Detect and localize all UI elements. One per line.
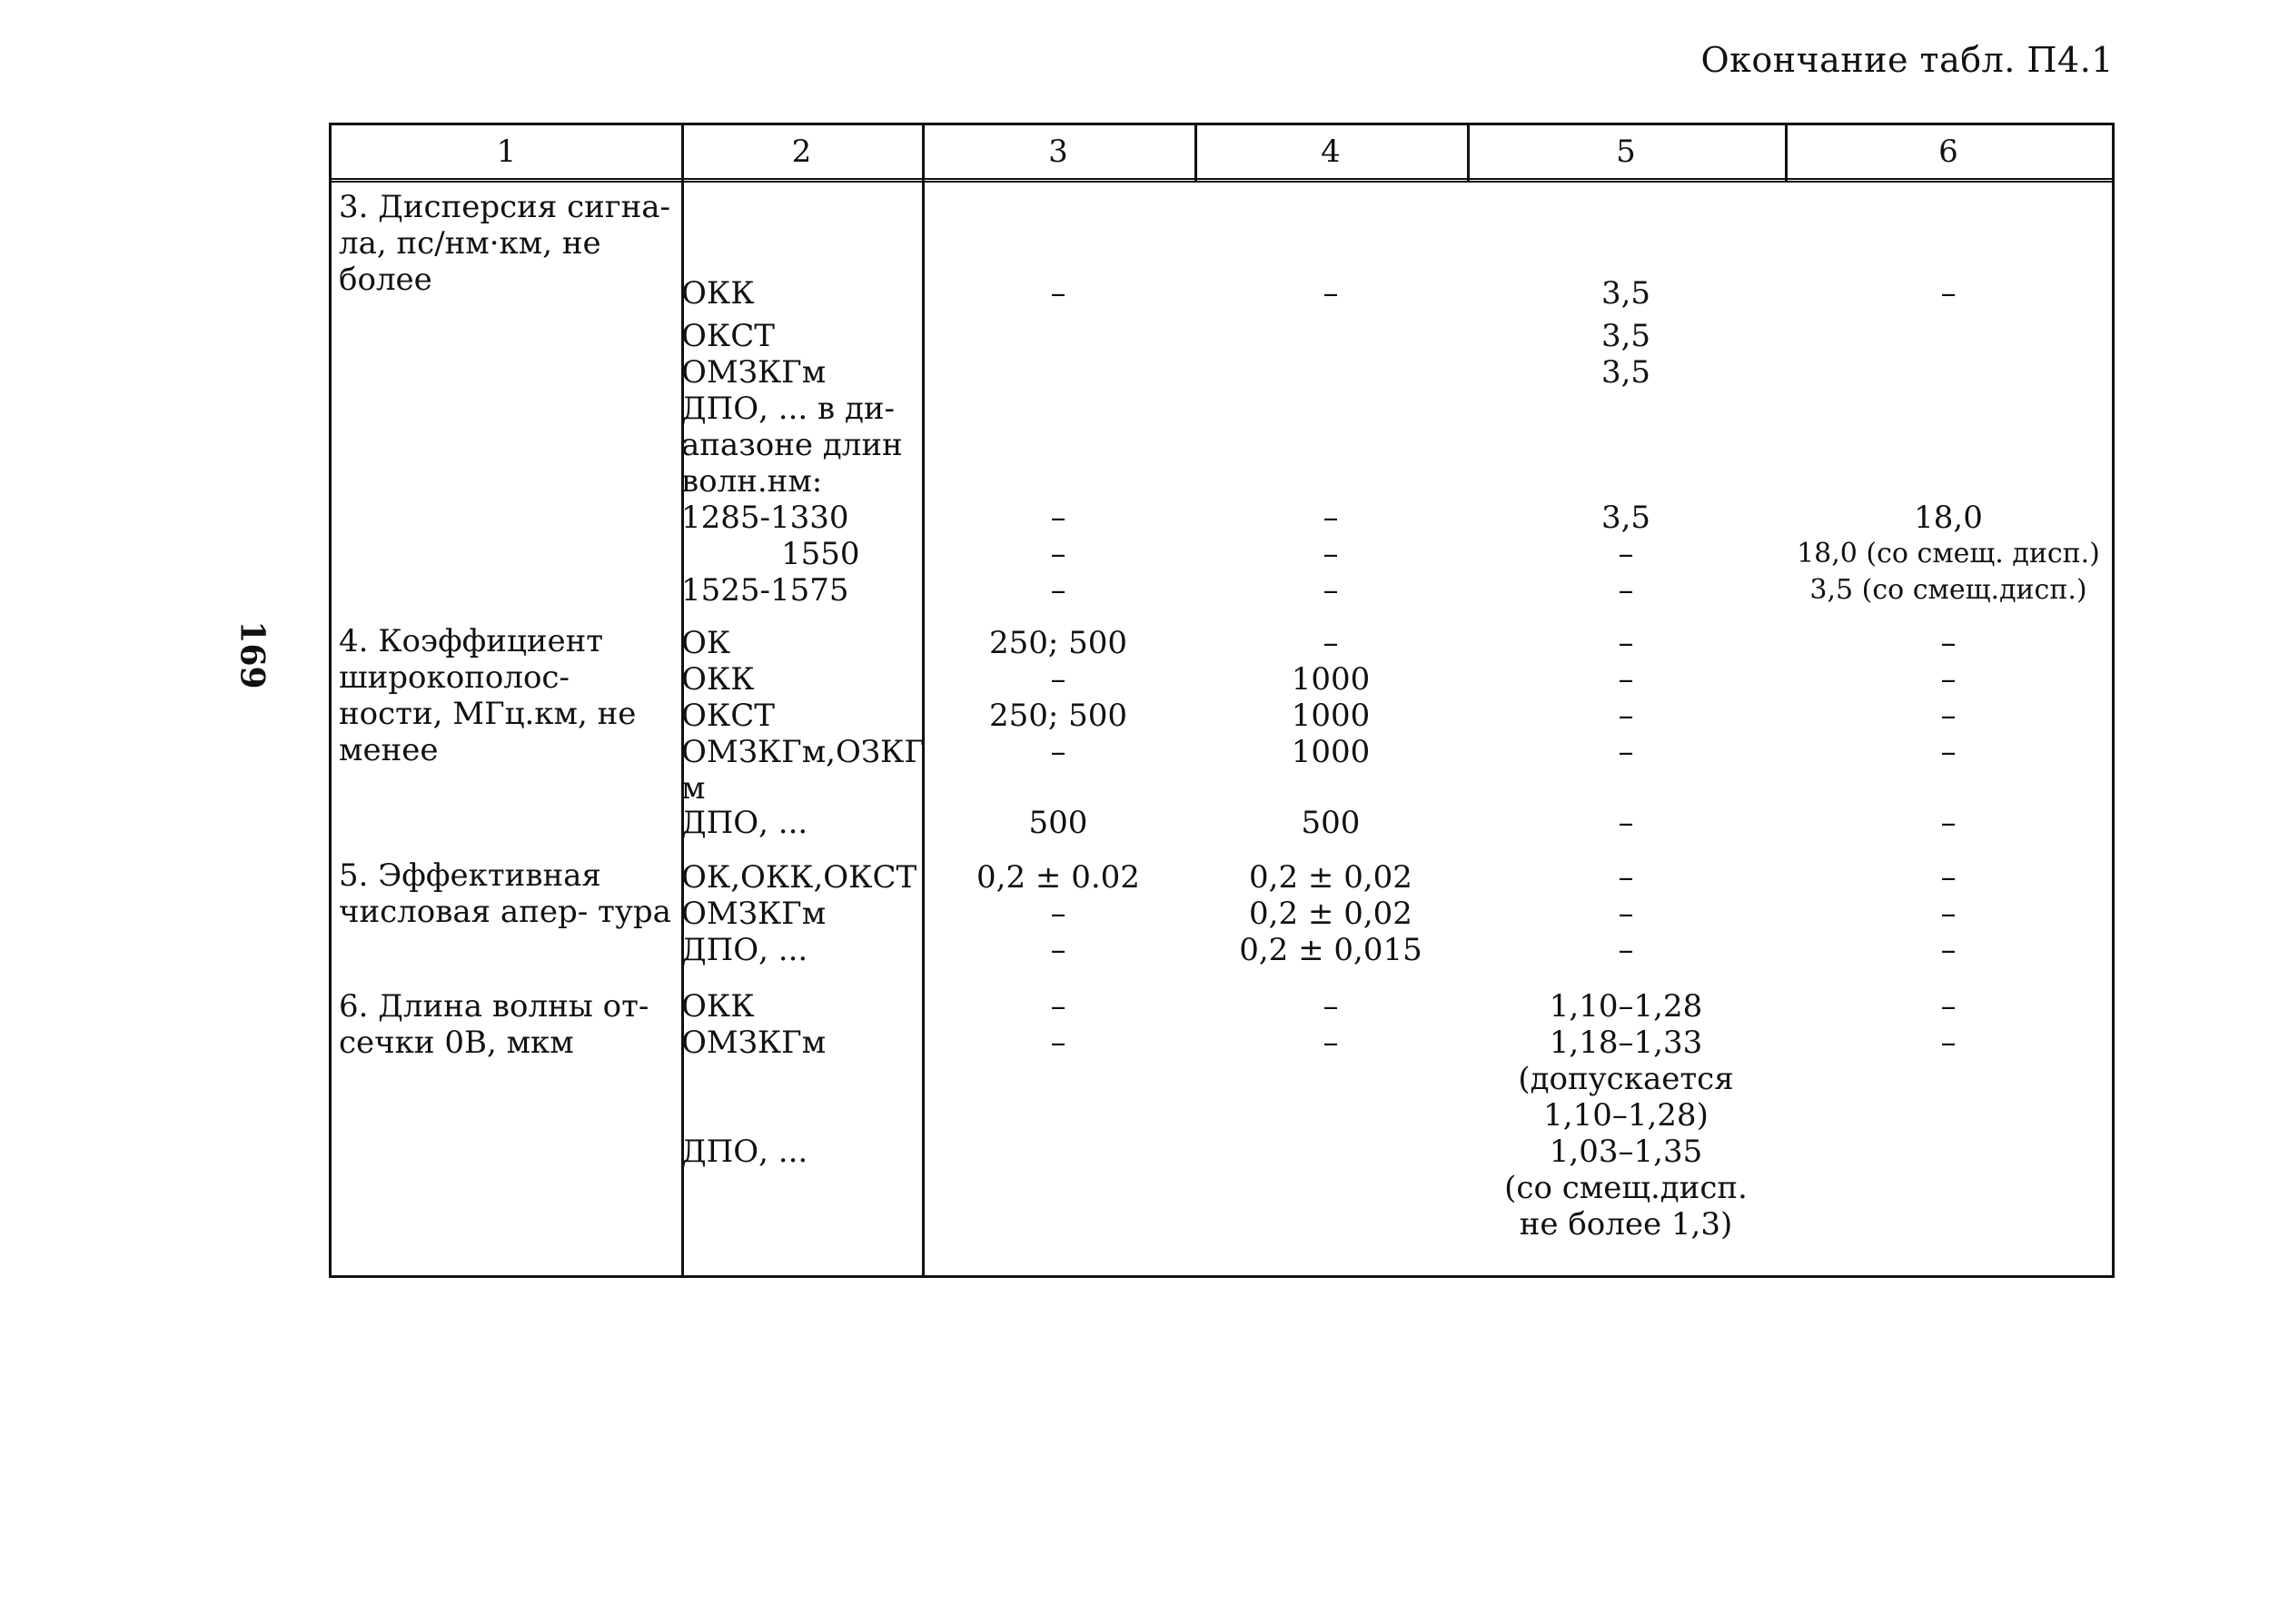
- table-cell-col5: 1,18–1,33: [1549, 1025, 1703, 1061]
- page-number: 169: [233, 620, 272, 689]
- column-divider: [1785, 125, 1788, 182]
- table-cell-col4: –: [1323, 275, 1339, 312]
- table-cell-col6: –: [1940, 859, 1957, 896]
- table-cell-col6: –: [1940, 896, 1957, 932]
- table-cell-col5: –: [1618, 734, 1634, 770]
- table-cell-col2: ОКК: [681, 988, 755, 1025]
- table-header-row: [332, 125, 2112, 183]
- table-cell-col4: 500: [1301, 805, 1361, 841]
- table-cell-col4: 1000: [1291, 734, 1371, 770]
- table-cell-col6: –: [1940, 988, 1957, 1025]
- table-cell-col5: –: [1618, 896, 1634, 932]
- table-cell-col6: 18,0 (со смещ. дисп.): [1797, 538, 2100, 569]
- table-cell-col5: (допускается: [1518, 1061, 1734, 1097]
- table-cell-col4: –: [1323, 1025, 1339, 1061]
- table-cell-col2: ОМЗКГм: [681, 896, 827, 932]
- data-table: [329, 123, 2115, 1278]
- table-cell-col2: ОМЗКГм,ОЗКГ: [681, 734, 925, 770]
- column-header-2: 2: [791, 134, 812, 170]
- table-cell-col5: 3,5: [1600, 354, 1651, 391]
- table-cell-col4: –: [1323, 500, 1339, 536]
- table-cell-col5: не более 1,3): [1519, 1206, 1733, 1243]
- table-cell-col6: 18,0: [1914, 500, 1983, 536]
- table-cell-col4: –: [1323, 536, 1339, 572]
- section-title: 5. Эффективная числовая апер- тура: [339, 857, 671, 930]
- table-cell-col6: –: [1940, 932, 1957, 968]
- table-cell-col5: –: [1618, 698, 1634, 734]
- table-cell-col2: ОМЗКГм: [681, 354, 827, 391]
- column-header-4: 4: [1321, 134, 1341, 170]
- table-cell-col5: –: [1618, 932, 1634, 968]
- table-cell-col6: –: [1940, 805, 1957, 841]
- table-cell-col6: –: [1940, 275, 1957, 312]
- table-cell-col2: ОК: [681, 625, 731, 661]
- table-cell-col2: апазоне длин: [681, 427, 903, 463]
- table-cell-col6: 3,5 (со смещ.дисп.): [1809, 574, 2087, 606]
- table-cell-col5: 1,10–1,28): [1543, 1097, 1709, 1134]
- column-divider: [1467, 125, 1470, 182]
- table-cell-col3: 500: [1028, 805, 1088, 841]
- table-cell-col2: ДПО, ...: [681, 805, 808, 841]
- table-cell-col2: ОМЗКГм: [681, 1025, 827, 1061]
- column-divider: [1194, 125, 1197, 182]
- table-cell-col5: (со смещ.дисп.: [1504, 1170, 1748, 1206]
- table-cell-col3: –: [1050, 1025, 1066, 1061]
- table-cell-col5: 3,5: [1600, 500, 1651, 536]
- table-cell-col2: ОКСТ: [681, 698, 775, 734]
- table-cell-col2: м: [681, 770, 706, 807]
- section-title: 4. Коэффициент широкополос- ности, МГц.км, не менее: [339, 623, 637, 768]
- table-cell-col4: 0,2 ± 0,015: [1239, 932, 1422, 968]
- column-header-1: 1: [496, 134, 517, 170]
- table-cell-col2: ДПО, ...: [681, 932, 808, 968]
- table-cell-col6: –: [1940, 1025, 1957, 1061]
- table-cell-col5: –: [1618, 661, 1634, 698]
- table-cell-col5: –: [1618, 536, 1634, 572]
- table-cell-col3: –: [1050, 536, 1066, 572]
- table-cell-col2: ОКСТ: [681, 318, 775, 354]
- table-cell-col2: ОКК: [681, 275, 755, 312]
- table-cell-col3: –: [1050, 500, 1066, 536]
- table-cell-col3: –: [1050, 661, 1066, 698]
- table-cell-col2: 1525-1575: [681, 572, 849, 609]
- section-title: 6. Длина волны от- сечки 0В, мкм: [339, 988, 649, 1061]
- table-cell-col6: –: [1940, 661, 1957, 698]
- table-cell-col5: –: [1618, 859, 1634, 896]
- table-cell-col2: ОКК: [681, 661, 755, 698]
- table-cell-col3: 0,2 ± 0.02: [976, 859, 1140, 896]
- column-header-6: 6: [1938, 134, 1958, 170]
- table-cell-col5: –: [1618, 625, 1634, 661]
- table-cell-col3: 250; 500: [988, 625, 1128, 661]
- table-cell-col4: 1000: [1291, 698, 1371, 734]
- table-cell-col5: 1,10–1,28: [1549, 988, 1703, 1025]
- table-cell-col2: ДПО, ... в ди-: [681, 391, 896, 427]
- table-cell-col5: –: [1618, 572, 1634, 609]
- table-caption: Окончание табл. П4.1: [1700, 40, 2114, 80]
- table-cell-col2: 1550: [781, 536, 860, 572]
- table-cell-col4: 0,2 ± 0,02: [1249, 859, 1412, 896]
- table-cell-col3: –: [1050, 572, 1066, 609]
- table-cell-col4: –: [1323, 572, 1339, 609]
- column-header-3: 3: [1048, 134, 1068, 170]
- table-cell-col6: –: [1940, 734, 1957, 770]
- table-cell-col4: –: [1323, 988, 1339, 1025]
- table-cell-col5: –: [1618, 805, 1634, 841]
- section-title: 3. Дисперсия сигна- ла, пс/нм·км, не более: [339, 189, 671, 298]
- table-cell-col5: 3,5: [1600, 318, 1651, 354]
- table-cell-col4: –: [1323, 625, 1339, 661]
- table-cell-col6: –: [1940, 625, 1957, 661]
- table-cell-col2: волн.нм:: [681, 463, 823, 500]
- table-cell-col3: –: [1050, 734, 1066, 770]
- table-cell-col5: 1,03–1,35: [1549, 1134, 1703, 1170]
- table-cell-col2: ДПО, ...: [681, 1134, 808, 1170]
- table-cell-col4: 0,2 ± 0,02: [1249, 896, 1412, 932]
- table-cell-col3: –: [1050, 988, 1066, 1025]
- table-cell-col2: 1285-1330: [681, 500, 849, 536]
- table-cell-col4: 1000: [1291, 661, 1371, 698]
- table-cell-col3: –: [1050, 896, 1066, 932]
- table-cell-col3: –: [1050, 932, 1066, 968]
- table-cell-col3: –: [1050, 275, 1066, 312]
- table-cell-col6: –: [1940, 698, 1957, 734]
- table-cell-col5: 3,5: [1600, 275, 1651, 312]
- column-header-5: 5: [1616, 134, 1636, 170]
- table-cell-col3: 250; 500: [988, 698, 1128, 734]
- table-cell-col2: ОК,ОКК,ОКСТ: [681, 859, 917, 896]
